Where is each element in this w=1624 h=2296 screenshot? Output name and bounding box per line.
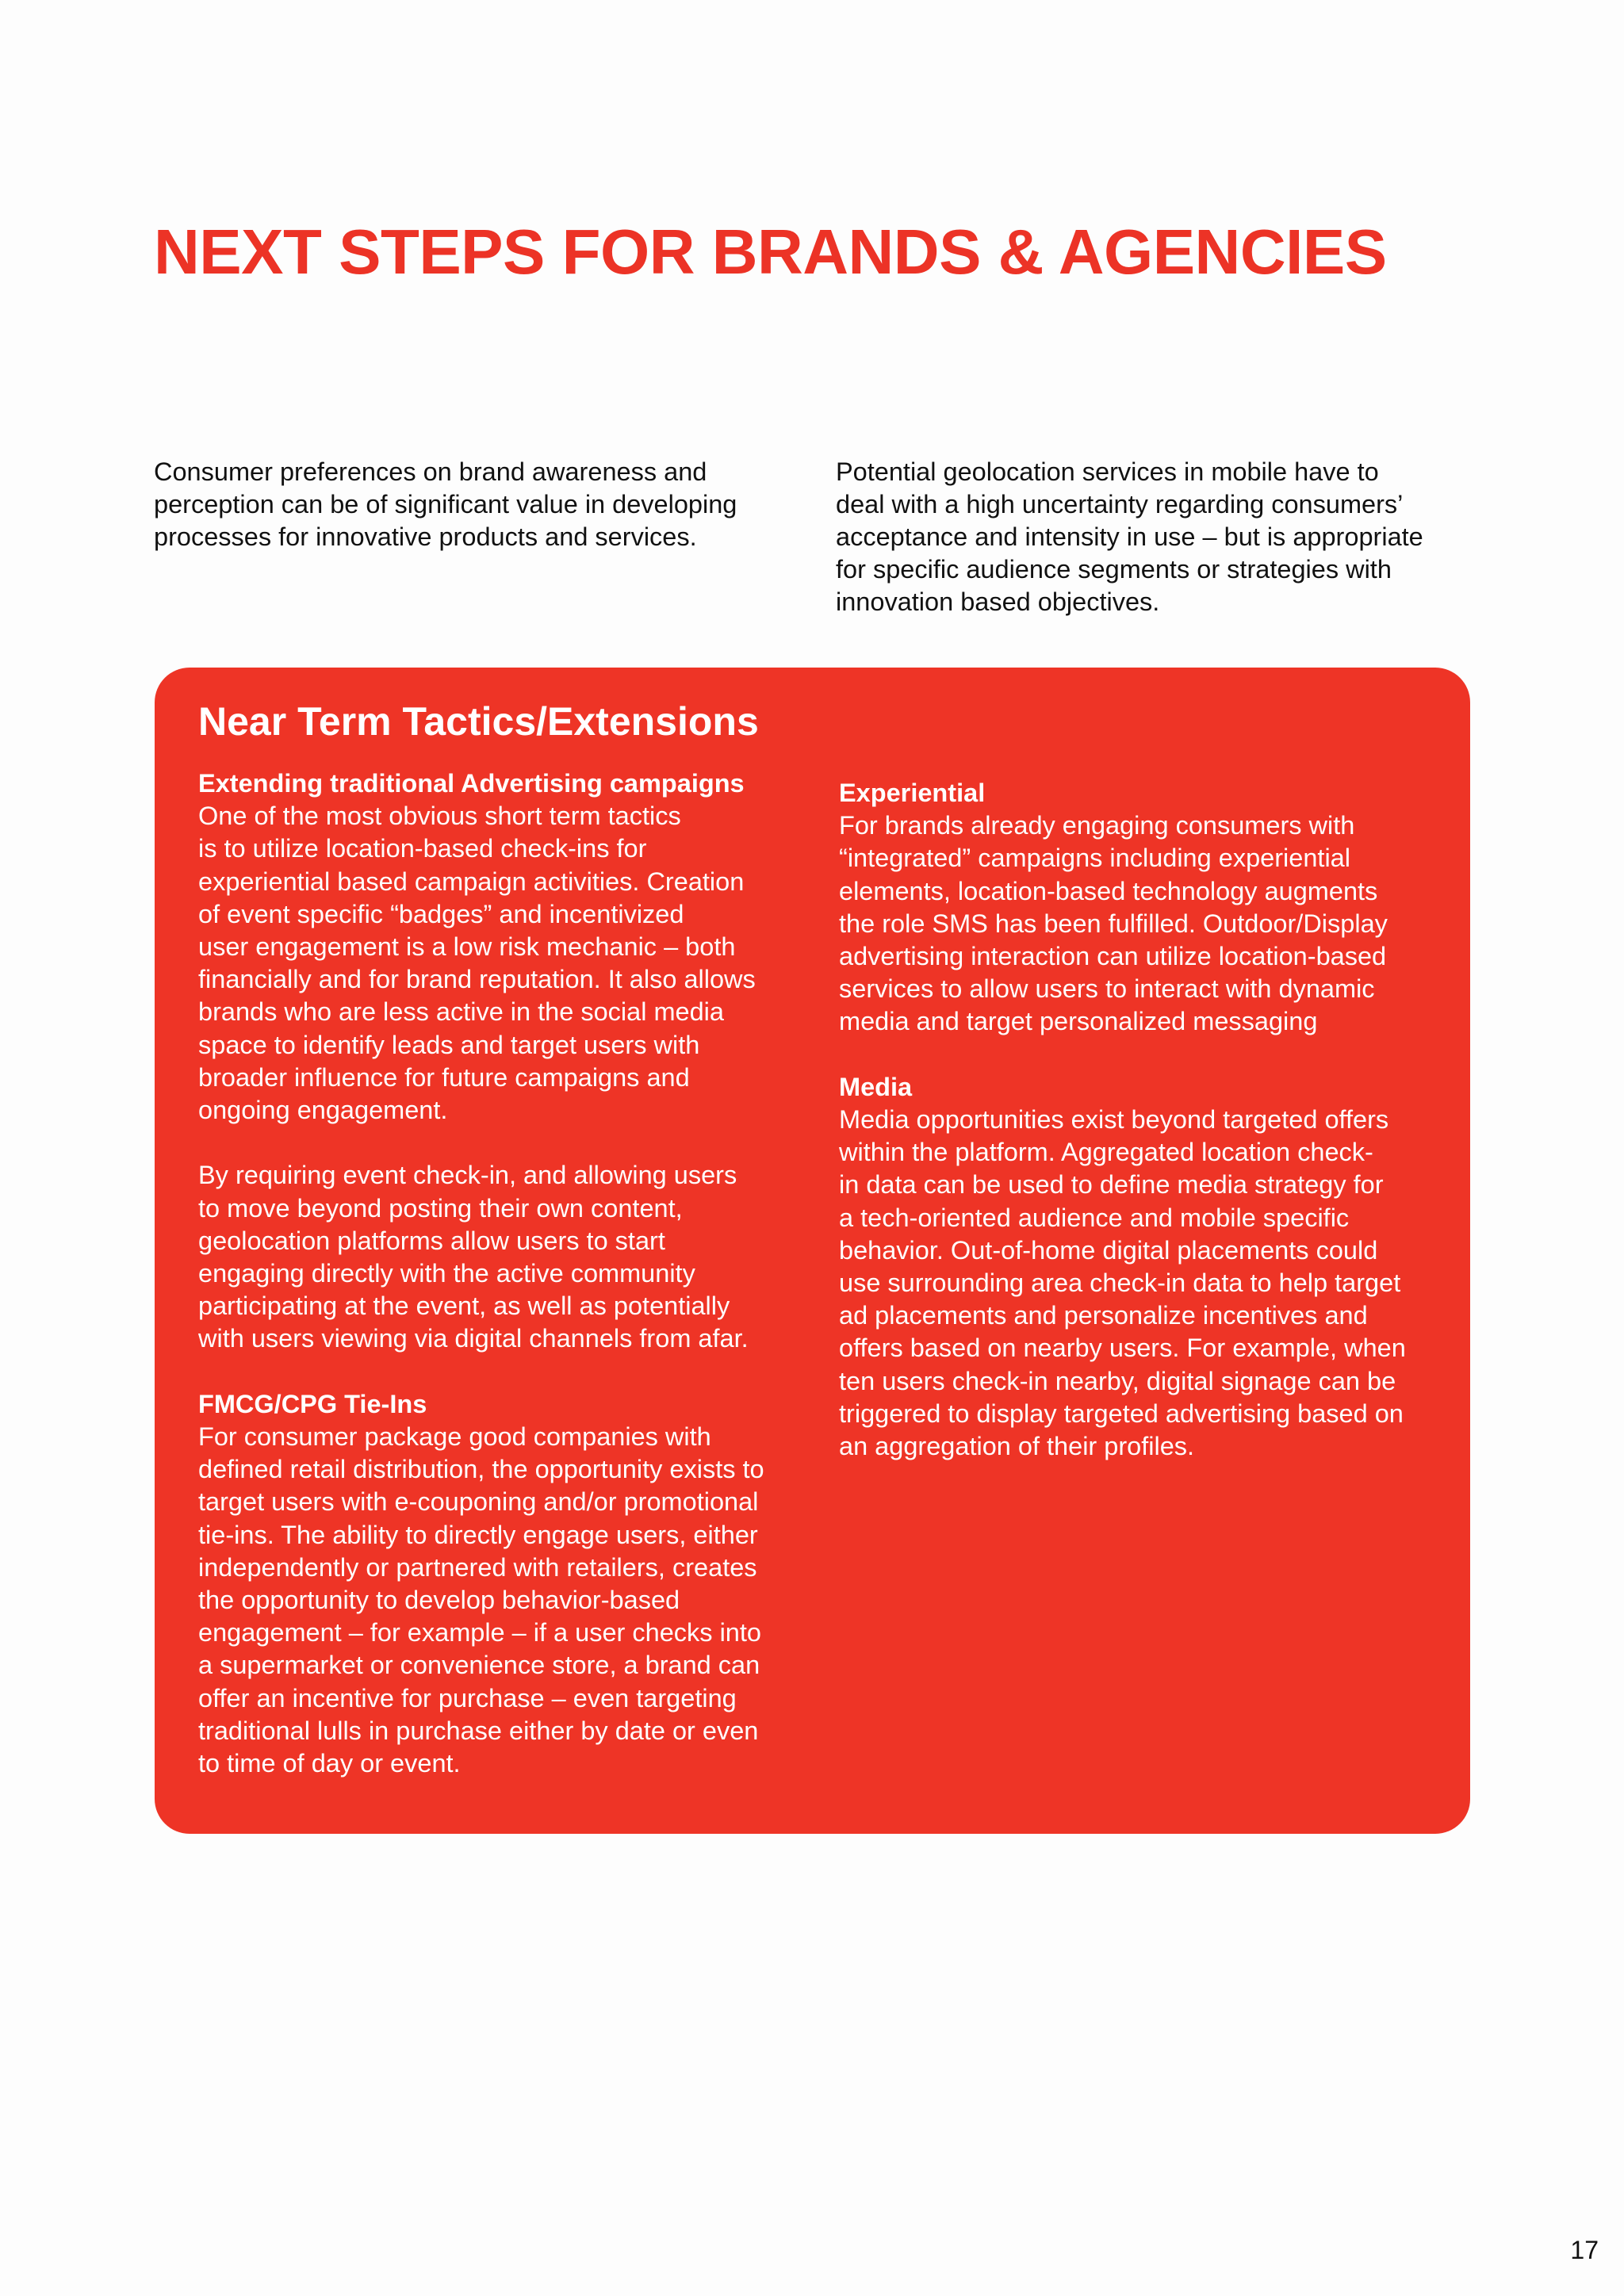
text-line: to time of day or event. — [198, 1749, 461, 1778]
text-line: financially and for brand reputation. It also allows — [198, 965, 756, 994]
text-line: the opportunity to develop behavior-based — [198, 1586, 680, 1615]
text-line: experiential based campaign activities. Creation — [198, 867, 745, 896]
text-line: broader influence for future campaigns and — [198, 1062, 690, 1092]
text-line: for specific audience segments or strategies with — [836, 555, 1392, 584]
tactics-panel — [155, 668, 1470, 1834]
section-heading-experiential: Experiential — [839, 779, 986, 807]
text-line: target users with e-couponing and/or promotional — [198, 1487, 759, 1517]
text-line: within the platform. Aggregated location check- — [839, 1138, 1373, 1167]
text-line: acceptance and intensity in use – but is appropriate — [836, 522, 1423, 551]
tactics-left-column — [198, 767, 825, 1780]
tactics-right-column — [839, 777, 1465, 1463]
text-line: For consumer package good companies with — [198, 1422, 711, 1452]
intro-paragraph-right — [836, 456, 1478, 618]
section-heading-advertising: Extending traditional Advertising campaigns — [198, 769, 745, 798]
text-line: deal with a high uncertainty regarding consumers’ — [836, 490, 1404, 519]
text-line: ongoing engagement. — [198, 1096, 448, 1125]
text-line: use surrounding area check-in data to help target — [839, 1269, 1401, 1298]
text-line: processes for innovative products and services. — [154, 522, 697, 551]
text-line: triggered to display targeted advertising based on — [839, 1399, 1404, 1428]
text-line: tie-ins. The ability to directly engage users, either — [198, 1520, 758, 1549]
text-line: offers based on nearby users. For example, when — [839, 1334, 1406, 1363]
text-line: independently or partnered with retailers, creates — [198, 1552, 757, 1582]
text-line: behavior. Out-of-home digital placements could — [839, 1235, 1378, 1265]
paragraph-spacer — [839, 1039, 1465, 1071]
section-heading-fmcg: FMCG/CPG Tie-Ins — [198, 1389, 427, 1418]
text-line: the role SMS has been fulfilled. Outdoor/Display — [839, 909, 1388, 938]
paragraph-spacer — [198, 1127, 825, 1159]
text-line: Consumer preferences on brand awareness and — [154, 457, 707, 486]
text-line: of event specific “badges” and incentivized — [198, 899, 684, 928]
text-line: a tech-oriented audience and mobile specific — [839, 1203, 1350, 1232]
text-line: brands who are less active in the social media — [198, 997, 724, 1027]
text-line: ten users check-in nearby, digital signage can be — [839, 1366, 1396, 1395]
text-line: to move beyond posting their own content, — [198, 1193, 683, 1223]
text-line: Potential geolocation services in mobile have to — [836, 457, 1379, 486]
intro-paragraph-left — [154, 456, 780, 553]
text-line: engagement – for example – if a user checks into — [198, 1618, 761, 1647]
text-line: perception can be of significant value in developing — [154, 490, 737, 519]
text-line: participating at the event, as well as potentially — [198, 1292, 730, 1321]
text-line: traditional lulls in purchase either by date or even — [198, 1716, 759, 1745]
text-line: elements, location-based technology augments — [839, 876, 1378, 905]
text-line: innovation based objectives. — [836, 587, 1160, 616]
paragraph-spacer — [198, 1356, 825, 1388]
text-line: space to identify leads and target users with — [198, 1030, 700, 1059]
text-line: advertising interaction can utilize location-based — [839, 942, 1387, 971]
text-line: Media opportunities exist beyond targeted offers — [839, 1105, 1389, 1135]
tactics-panel-title: Near Term Tactics/Extensions — [198, 699, 759, 744]
text-line: an aggregation of their profiles. — [839, 1432, 1195, 1461]
page-number: 17 — [1570, 2236, 1599, 2264]
text-line: offer an incentive for purchase – even targeting — [198, 1683, 737, 1712]
page-title: NEXT STEPS FOR BRANDS & AGENCIES — [154, 216, 1387, 287]
text-line: is to utilize location-based check-ins for — [198, 834, 647, 863]
text-line: in data can be used to define media strategy for — [839, 1170, 1384, 1200]
text-line: For brands already engaging consumers with — [839, 811, 1355, 840]
text-line: user engagement is a low risk mechanic – both — [198, 932, 736, 962]
text-line: engaging directly with the active community — [198, 1259, 695, 1288]
text-line: “integrated” campaigns including experiential — [839, 844, 1350, 873]
text-line: a supermarket or convenience store, a brand can — [198, 1651, 760, 1680]
text-line: with users viewing via digital channels from afar. — [198, 1324, 749, 1353]
text-line: services to allow users to interact with dynamic — [839, 974, 1375, 1004]
text-line: One of the most obvious short term tactics — [198, 802, 681, 831]
text-line: ad placements and personalize incentives and — [839, 1301, 1368, 1330]
text-line: geolocation platforms allow users to start — [198, 1226, 665, 1255]
text-line: defined retail distribution, the opportunity exists to — [198, 1455, 764, 1484]
text-line: By requiring event check-in, and allowing users — [198, 1161, 737, 1190]
text-line: media and target personalized messaging — [839, 1007, 1318, 1036]
section-heading-media: Media — [839, 1072, 913, 1101]
